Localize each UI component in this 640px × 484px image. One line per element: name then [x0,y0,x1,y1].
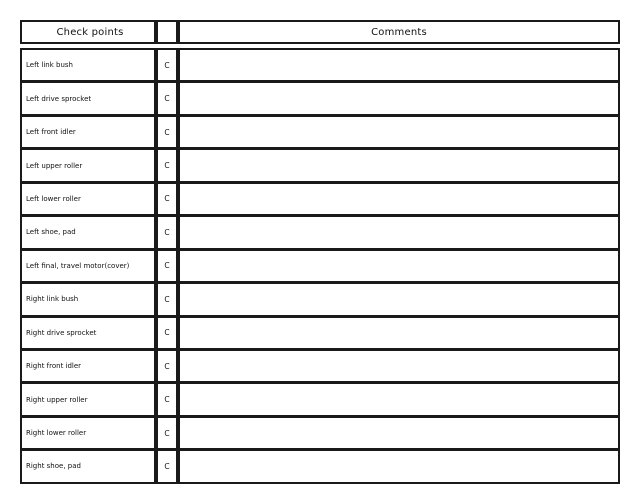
check-point-label: Right shoe, pad [20,449,156,483]
check-point-label: Left final, travel motor(cover) [20,249,156,283]
table-row [20,382,620,416]
check-point-label: Right link bush [20,282,156,316]
check-point-label: Right front idler [20,349,156,383]
check-point-label: Left lower roller [20,182,156,216]
table-row [20,349,620,383]
check-points-header: Check points [20,20,156,44]
comment-cell[interactable] [178,449,620,483]
check-point-label: Left link bush [20,48,156,82]
table-row [20,316,620,350]
condition-mark: C [156,48,178,82]
comment-cell[interactable] [178,115,620,149]
comment-cell[interactable] [178,349,620,383]
table-row [20,449,620,483]
table-header-row [20,20,620,44]
check-point-label: Right lower roller [20,416,156,450]
check-point-label: Right drive sprocket [20,316,156,350]
condition-mark: C [156,182,178,216]
condition-mark: C [156,449,178,483]
table-row [20,215,620,249]
condition-mark: C [156,115,178,149]
condition-mark: C [156,382,178,416]
comment-cell[interactable] [178,48,620,82]
table-row [20,249,620,283]
condition-mark: C [156,349,178,383]
table-row [20,182,620,216]
table-row [20,115,620,149]
check-points-table [20,48,620,484]
inspection-sheet [20,20,620,484]
condition-mark: C [156,282,178,316]
comment-cell[interactable] [178,182,620,216]
condition-mark: C [156,215,178,249]
comment-cell[interactable] [178,316,620,350]
check-point-label: Left drive sprocket [20,81,156,115]
comment-cell[interactable] [178,148,620,182]
check-point-label: Left shoe, pad [20,215,156,249]
comment-cell[interactable] [178,282,620,316]
condition-mark: C [156,416,178,450]
check-point-label: Left front idler [20,115,156,149]
comment-cell[interactable] [178,81,620,115]
check-point-label: Left upper roller [20,148,156,182]
check-point-label: Right upper roller [20,382,156,416]
table-row [20,416,620,450]
comment-cell[interactable] [178,215,620,249]
table-row [20,282,620,316]
comment-cell[interactable] [178,416,620,450]
mark-header [156,20,178,44]
table-row [20,148,620,182]
table-row [20,81,620,115]
comment-cell[interactable] [178,249,620,283]
table-row [20,48,620,82]
comments-header: Comments [178,20,620,44]
condition-mark: C [156,148,178,182]
condition-mark: C [156,81,178,115]
condition-mark: C [156,316,178,350]
condition-mark: C [156,249,178,283]
comment-cell[interactable] [178,382,620,416]
